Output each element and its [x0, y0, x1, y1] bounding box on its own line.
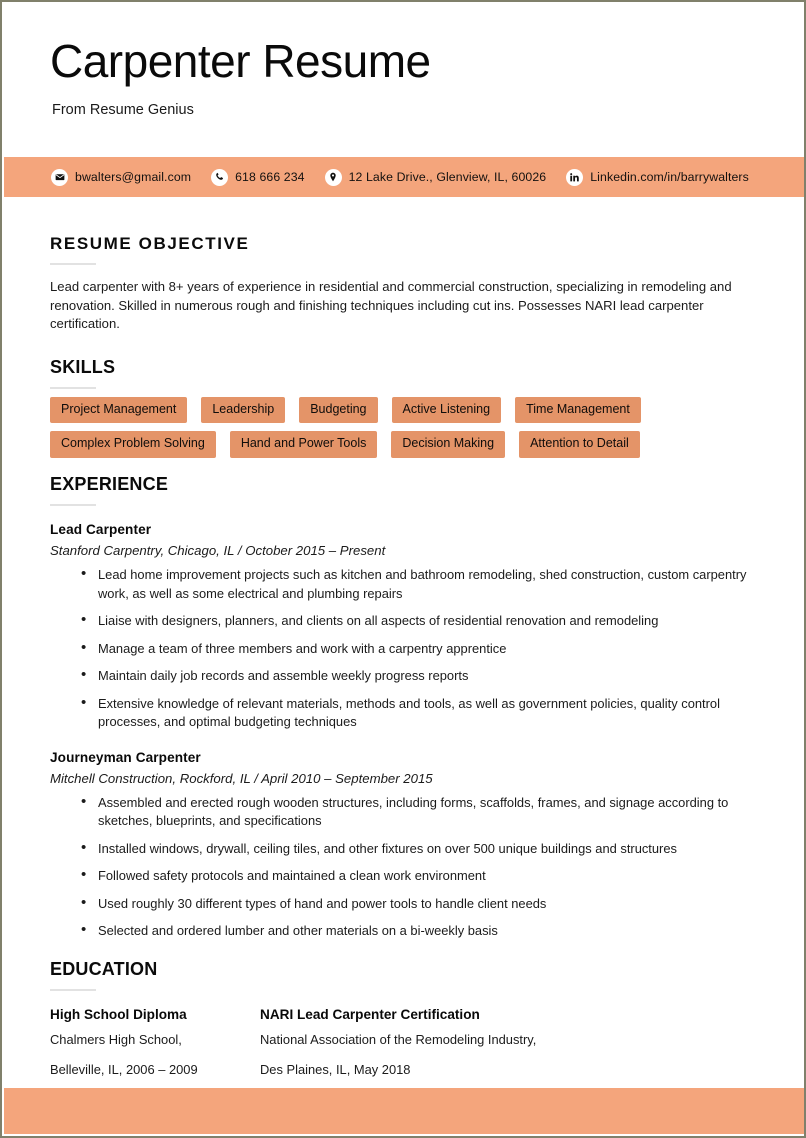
education-grid	[50, 1007, 756, 1092]
section-heading-objective: RESUME OBJECTIVE	[50, 234, 250, 253]
experience-entry	[50, 750, 756, 941]
resume-sheet	[4, 4, 804, 1134]
job-bullets	[50, 566, 756, 732]
email-icon	[51, 169, 68, 186]
education-line: National Association of the Remodeling Industry,	[260, 1031, 537, 1047]
section-divider	[50, 263, 96, 265]
contact-email-text: bwalters@gmail.com	[75, 170, 192, 184]
job-bullets	[50, 794, 756, 941]
skill-tag[interactable]: Budgeting	[299, 397, 377, 424]
list-item: • Extensive knowledge of relevant materials, methods and tools, as well as government policies, quality control processes, and optimal budgeting techniques	[50, 695, 756, 732]
location-pin-icon	[325, 169, 342, 186]
section-resume-objective	[50, 197, 756, 334]
list-item: • Liaise with designers, planners, and clients on all aspects of residential renovation and remodeling	[50, 612, 756, 631]
skill-tag[interactable]: Project Management	[50, 397, 187, 424]
footer-accent-bar	[4, 1088, 804, 1134]
skill-tag[interactable]: Time Management	[515, 397, 641, 424]
education-title: NARI Lead Carpenter Certification	[260, 1006, 480, 1022]
section-heading-experience: EXPERIENCE	[50, 474, 169, 494]
education-title: High School Diploma	[50, 1006, 187, 1022]
section-divider	[50, 504, 96, 506]
document-header	[4, 4, 804, 118]
section-experience	[50, 474, 756, 941]
skills-row	[50, 397, 756, 424]
list-item: • Followed safety protocols and maintained a clean work environment	[50, 867, 756, 886]
skill-tag[interactable]: Leadership	[201, 397, 285, 424]
job-meta: Stanford Carpentry, Chicago, IL / October 2015 – Present	[50, 543, 386, 558]
objective-paragraph: Lead carpenter with 8+ years of experience in residential and commercial construction, specializing in remodeling and renovation. Skilled in numerous rough and finishing techniques including cut ins. Possesses NARI lead carpenter certification.	[50, 279, 732, 331]
list-item: • Selected and ordered lumber and other materials on a bi-weekly basis	[50, 922, 756, 941]
page-title: Carpenter Resume	[50, 35, 431, 87]
skills-list	[50, 397, 756, 459]
list-item: • Used roughly 30 different types of hand and power tools to handle client needs	[50, 895, 756, 914]
list-item: • Manage a team of three members and work with a carpentry apprentice	[50, 640, 756, 659]
job-title: Journeyman Carpenter	[50, 749, 201, 765]
section-heading-skills: SKILLS	[50, 356, 116, 377]
phone-icon	[211, 169, 228, 186]
contact-item-phone[interactable]	[211, 169, 304, 186]
contact-item-email[interactable]	[51, 169, 191, 186]
skills-row	[50, 431, 756, 458]
list-item: • Lead home improvement projects such as kitchen and bathroom remodeling, shed construction, custom carpentry work, as well as some electrical and plumbing repairs	[50, 566, 756, 603]
job-title: Lead Carpenter	[50, 522, 152, 537]
education-entry	[50, 1007, 260, 1092]
skill-tag[interactable]: Complex Problem Solving	[50, 431, 216, 458]
education-line: Belleville, IL, 2006 – 2009	[50, 1061, 198, 1077]
experience-entry	[50, 522, 756, 732]
skill-tag[interactable]: Active Listening	[392, 397, 502, 424]
contact-phone-text: 618 666 234	[235, 170, 305, 184]
contact-item-linkedin[interactable]	[566, 169, 749, 186]
contact-linkedin-text: Linkedin.com/in/barrywalters	[590, 170, 749, 184]
contact-address-text: 12 Lake Drive., Glenview, IL, 60026	[348, 170, 547, 184]
section-divider	[50, 387, 96, 389]
document-subtitle: From Resume Genius	[52, 102, 194, 118]
list-item: • Assembled and erected rough wooden structures, including forms, scaffolds, frames, and signage according to sketches, blueprints, and specifications	[50, 794, 756, 831]
section-divider	[50, 989, 96, 991]
education-line: Des Plaines, IL, May 2018	[260, 1061, 411, 1077]
contact-item-address[interactable]	[325, 169, 547, 186]
job-meta: Mitchell Construction, Rockford, IL / April 2010 – September 2015	[50, 770, 433, 786]
list-item: • Maintain daily job records and assemble weekly progress reports	[50, 667, 756, 686]
contact-bar	[4, 157, 804, 197]
skill-tag[interactable]: Attention to Detail	[519, 431, 640, 458]
linkedin-icon	[566, 169, 583, 186]
skill-tag[interactable]: Decision Making	[391, 431, 505, 458]
education-entry	[260, 1007, 756, 1092]
section-skills	[50, 357, 756, 459]
list-item: • Installed windows, drywall, ceiling tiles, and other fixtures on over 500 unique buildings and structures	[50, 840, 756, 859]
section-education	[50, 959, 756, 1092]
resume-body	[4, 197, 804, 1092]
skill-tag[interactable]: Hand and Power Tools	[230, 431, 378, 458]
education-line: Chalmers High School,	[50, 1031, 182, 1047]
section-heading-education: EDUCATION	[50, 958, 158, 979]
